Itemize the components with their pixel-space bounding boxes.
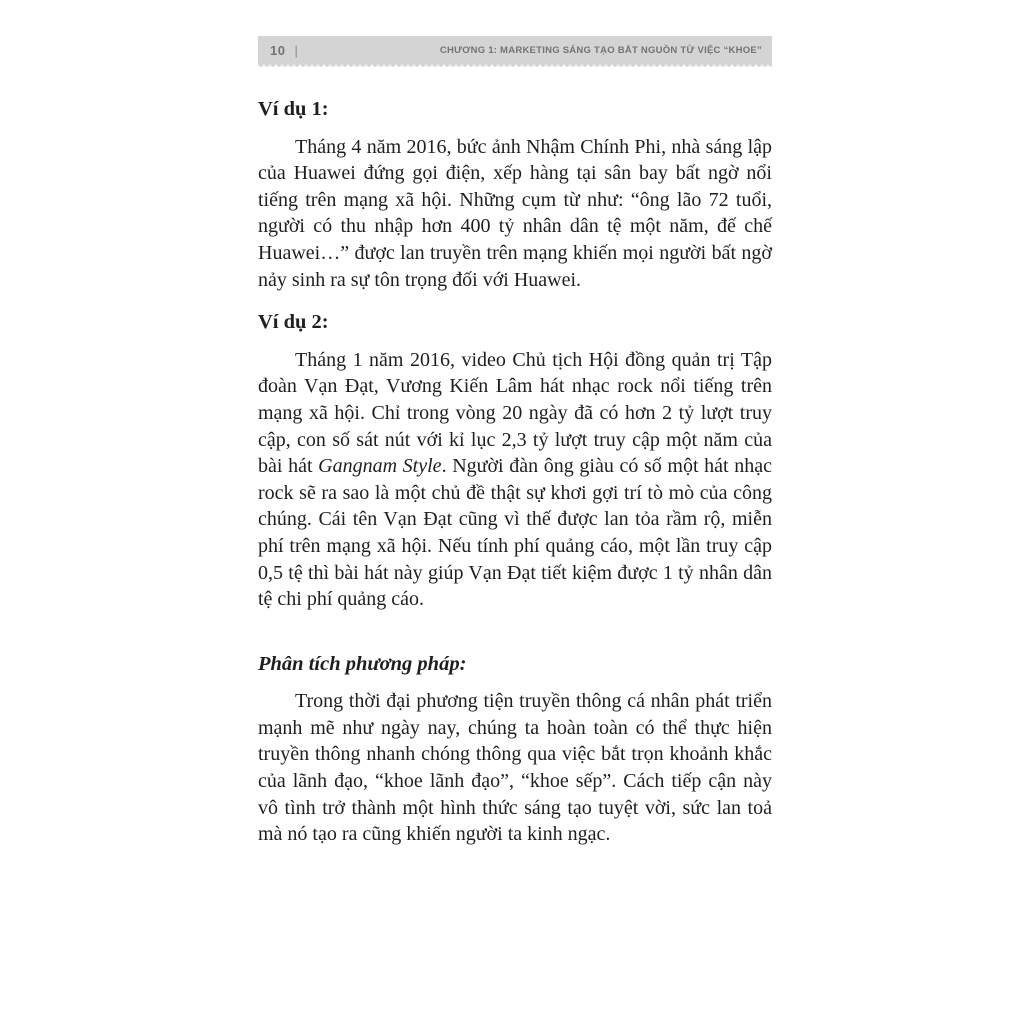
example1-paragraph: Tháng 4 năm 2016, bức ảnh Nhậm Chính Phi, nhà sáng lập của Huawei đứng gọi điện, xếp hàng tại sân bay bất ngờ nổi tiếng trên mạng xã hội. Những cụm từ như: “ông lão 72 tuổi, người có thu nhập hơn 400 tỷ nhân dân tệ một năm, đế chế Huawei…” được lan truyền trên mạng khiến mọi người bất ngờ nảy sinh ra sự tôn trọng đối với Huawei. bbox=[258, 135, 772, 291]
example2-italic-phrase: Gangnam Style bbox=[318, 455, 442, 478]
example2-text-after: . Người đàn ông giàu có số một hát nhạc rock sẽ ra sao là một chủ đề thật sự khơi gợi trí tò mò của công chúng. Cái tên Vạn Đạt cũng vì thế được lan tỏa rầm rộ, miễn phí trên mạng xã hội. Nếu tính phí quảng cáo, một lần truy cập 0,5 tệ thì bài hát này giúp Vạn Đạt tiết kiệm được 1 tỷ nhân dân tệ chi phí quảng cáo. bbox=[258, 455, 773, 611]
page-number-separator: | bbox=[294, 42, 298, 58]
page-column bbox=[258, 36, 772, 854]
analysis-paragraph: Trong thời đại phương tiện truyền thông cá nhân phát triển mạnh mẽ như ngày nay, chúng ta hoàn toàn có thể thực hiện truyền thông nhanh chóng thông qua việc bắt trọn khoảnh khắc của lãnh đạo, “khoe lãnh đạo”, “khoe sếp”. Cách tiếp cận này vô tình trở thành một hình thức sáng tạo tuyệt vời, sức lan toả mà nó tạo ra cũng khiến người ta kinh ngạc. bbox=[258, 690, 772, 846]
page-content bbox=[258, 96, 772, 848]
example2-heading: Ví dụ 2: bbox=[258, 311, 329, 334]
example2-paragraph bbox=[258, 347, 772, 613]
chapter-title: CHƯƠNG 1: MARKETING SÁNG TẠO BẮT NGUỒN TỪ VIỆC “KHOE” bbox=[439, 44, 762, 56]
page-number: 10 bbox=[270, 42, 286, 58]
running-header bbox=[258, 36, 772, 64]
example1-heading: Ví dụ 1: bbox=[258, 98, 329, 120]
analysis-heading: Phân tích phương pháp: bbox=[258, 652, 467, 675]
header-left bbox=[270, 43, 298, 58]
example2-text-before: Tháng 1 năm 2016, video Chủ tịch Hội đồng quản trị Tập đoàn Vạn Đạt, Vương Kiến Lâm hát nhạc rock nổi tiếng trên mạng xã hội. Chỉ trong vòng 20 ngày đã có hơn 2 tỷ lượt truy cập, con số sát nút với kỉ lục 2,3 tỷ lượt truy cập một năm của bài hát bbox=[258, 348, 772, 478]
